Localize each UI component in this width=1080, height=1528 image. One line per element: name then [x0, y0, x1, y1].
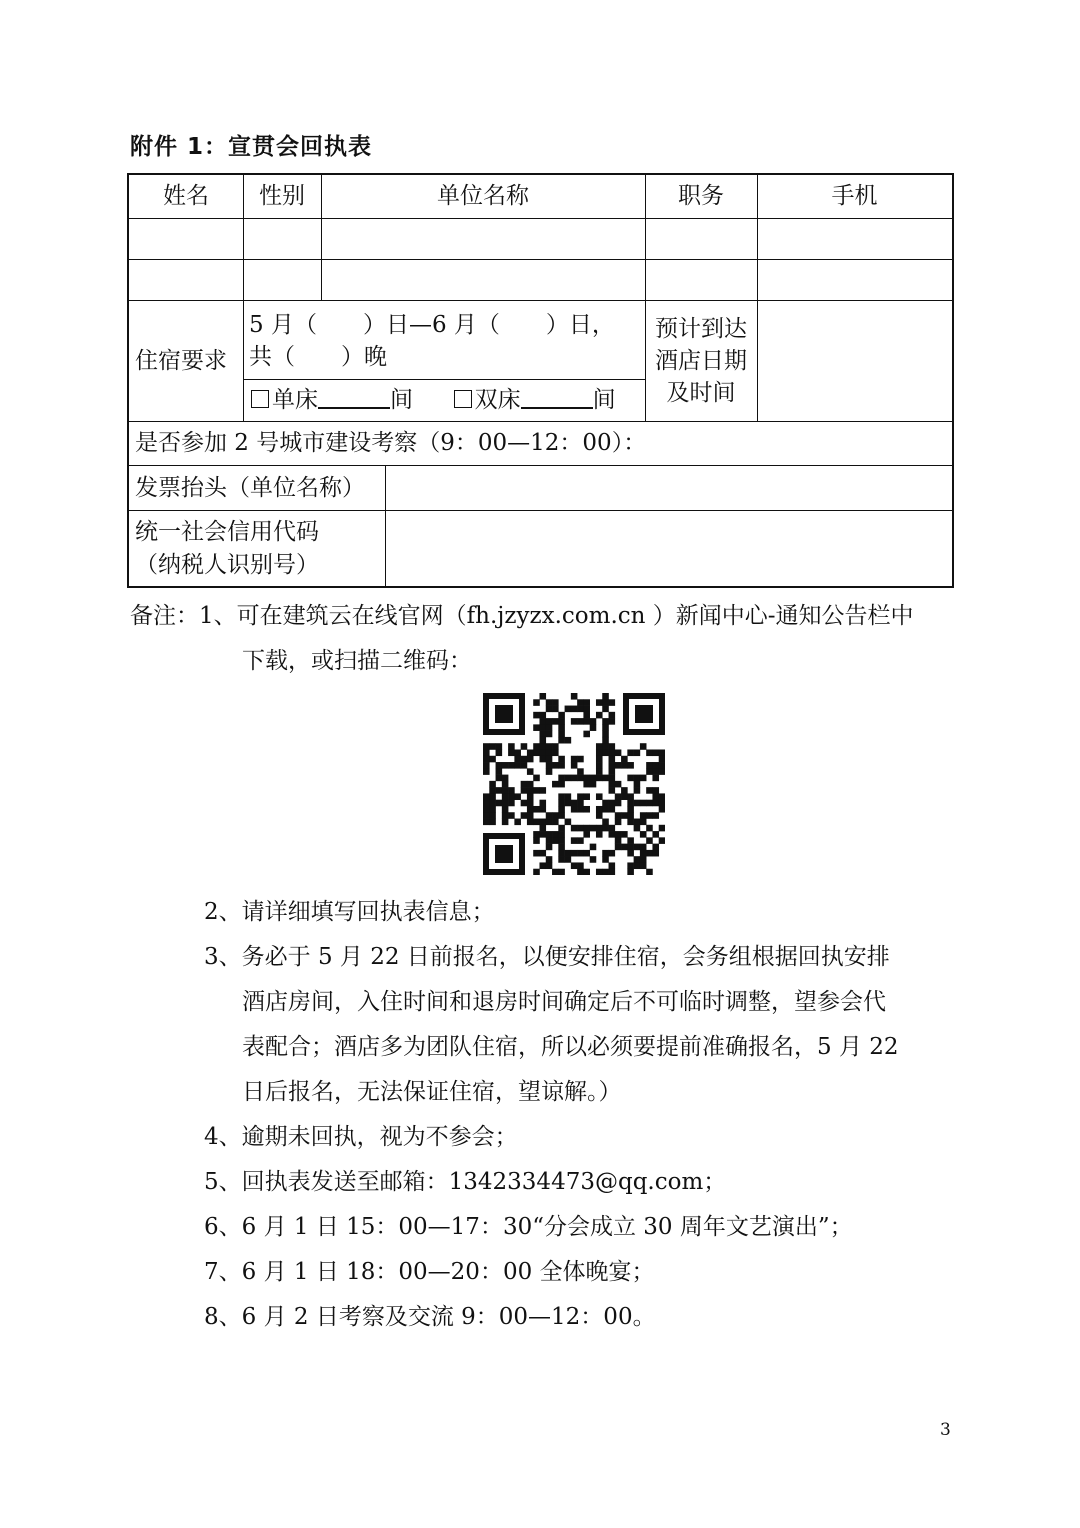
- note-2: 2、请详细填写回执表信息；: [204, 899, 495, 925]
- credit-code-label-2: （纳税人识别号）: [135, 552, 319, 578]
- double-bed-checkbox[interactable]: [454, 390, 472, 408]
- note-3-line-1: 3、务必于 5 月 22 日前报名，以便安排住宿，会务组根据回执安排: [204, 944, 890, 970]
- double-room-unit: 间: [592, 387, 616, 413]
- registration-form-table: [127, 173, 954, 588]
- page-number: 3: [940, 1420, 951, 1440]
- note-5: 5、回执表发送至邮箱：1342334473@qq.com；: [204, 1169, 727, 1195]
- double-bed-label: 双床: [474, 387, 521, 413]
- single-bed-label: 单床: [272, 387, 318, 413]
- header-organization: 单位名称: [437, 183, 529, 209]
- city-tour-question: 是否参加 2 号城市建设考察（9：00—12：00）：: [135, 430, 647, 456]
- room-options: [251, 384, 616, 416]
- arrival-label-2: 酒店日期: [655, 348, 747, 374]
- note-8: 8、6 月 2 日考察及交流 9：00—12：00。: [204, 1304, 656, 1330]
- arrival-label-1: 预计到达: [655, 316, 747, 342]
- header-name: 姓名: [163, 183, 209, 209]
- credit-code-label-1: 统一社会信用代码: [135, 519, 319, 545]
- note-1-line-1: 备注：1、可在建筑云在线官网（fh.jzyzx.com.cn ）新闻中心-通知公告栏中: [130, 603, 914, 629]
- header-position: 职务: [678, 183, 724, 209]
- note-1-line-2: 下载，或扫描二维码：: [242, 648, 472, 674]
- note-4: 4、逾期未回执，视为不参会；: [204, 1124, 518, 1150]
- stay-dates: 5 月（ ）日—6 月（ ）日，: [249, 312, 615, 338]
- header-mobile: 手机: [831, 183, 878, 209]
- stay-nights: 共（ ）晚: [249, 344, 387, 370]
- note-3-line-3: 表配合；酒店多为团队住宿，所以必须要提前准确报名，5 月 22: [242, 1034, 899, 1060]
- note-3-line-2: 酒店房间，入住时间和退房时间确定后不可临时调整，望参会代: [242, 989, 886, 1015]
- qr-code-icon[interactable]: [483, 693, 665, 875]
- invoice-title-label: 发票抬头（单位名称）: [135, 475, 365, 501]
- page-title: 附件 1：宣贯会回执表: [130, 134, 373, 160]
- arrival-label-3: 及时间: [666, 380, 736, 406]
- header-gender: 性别: [259, 183, 305, 209]
- single-bed-count-blank[interactable]: [318, 385, 390, 409]
- double-bed-count-blank[interactable]: [521, 385, 593, 409]
- single-room-unit: 间: [390, 387, 413, 413]
- stay-label: 住宿要求: [135, 348, 227, 374]
- note-7: 7、6 月 1 日 18：00—20：00 全体晚宴；: [204, 1259, 655, 1285]
- note-6: 6、6 月 1 日 15：00—17：30“分会成立 30 周年文艺演出”；: [204, 1214, 853, 1240]
- note-3-line-4: 日后报名，无法保证住宿，望谅解。）: [242, 1079, 622, 1105]
- single-bed-checkbox[interactable]: [251, 390, 269, 408]
